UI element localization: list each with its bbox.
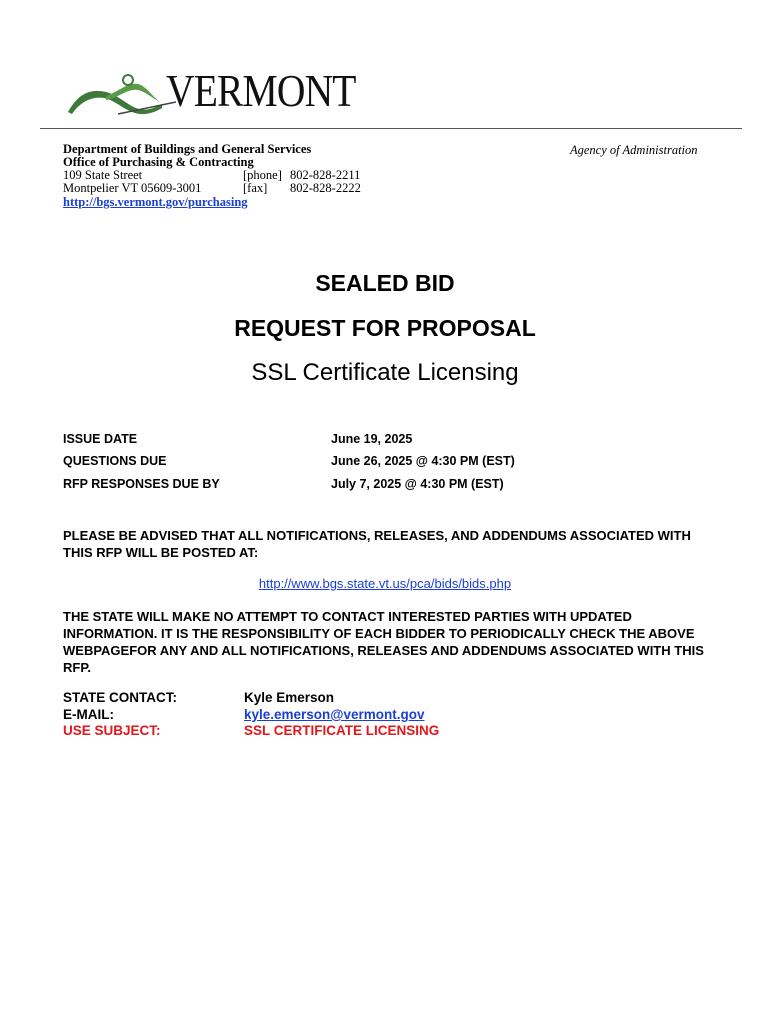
subject-label: USE SUBJECT:	[63, 723, 161, 738]
phone-label: [phone]	[243, 168, 282, 182]
title-subject: SSL Certificate Licensing	[251, 359, 519, 386]
state-contact-label: STATE CONTACT:	[63, 690, 177, 705]
responses-due-label: RFP RESPONSES DUE BY	[63, 477, 220, 491]
questions-due-value: June 26, 2025 @ 4:30 PM (EST)	[331, 454, 515, 468]
header-rule	[40, 128, 742, 129]
bids-page-link[interactable]: http://www.bgs.state.vt.us/pca/bids/bids.php	[258, 576, 512, 591]
fax-label: [fax]	[243, 181, 268, 195]
notice-posting: PLEASE BE ADVISED THAT ALL NOTIFICATIONS, RELEASES, AND ADDENDUMS ASSOCIATED WITH THIS RFP WILL BE POSTED AT:	[63, 528, 691, 560]
agency-name: Agency of Administration	[570, 143, 698, 157]
city-address: Montpelier VT 05609-3001	[63, 181, 202, 195]
issue-date-label: ISSUE DATE	[63, 432, 138, 446]
phone-number: 802-828-2211	[290, 168, 361, 182]
subject-value: SSL CERTIFICATE LICENSING	[244, 723, 440, 738]
title-sealed-bid: SEALED BID	[315, 270, 455, 296]
email-link[interactable]: kyle.emerson@vermont.gov	[244, 707, 425, 722]
purchasing-website-link[interactable]: http://bgs.vermont.gov/purchasing	[63, 195, 248, 209]
issue-date-value: June 19, 2025	[331, 432, 413, 446]
email-label: E-MAIL:	[63, 707, 114, 722]
title-rfp: REQUEST FOR PROPOSAL	[234, 315, 536, 341]
notice-responsibility: THE STATE WILL MAKE NO ATTEMPT TO CONTACT INTERESTED PARTIES WITH UPDATED INFORMATION. IT IS THE RESPONSIBILITY OF EACH BIDDER TO PERIODICALLY CHECK THE ABOVE WEBPAGEFOR ANY AND ALL NOTIFICATIONS, RELEASES AND ADDENDUMS ASSOCIATED WITH THIS RFP.	[63, 609, 704, 675]
responses-due-value: July 7, 2025 @ 4:30 PM (EST)	[331, 477, 504, 491]
street-address: 109 State Street	[63, 168, 143, 182]
office-name: Office of Purchasing & Contracting	[63, 155, 254, 169]
state-contact-name: Kyle Emerson	[244, 690, 335, 705]
department-name: Department of Buildings and General Services	[63, 142, 312, 156]
logo-wordmark: VERMONT	[166, 65, 356, 116]
questions-due-label: QUESTIONS DUE	[63, 454, 167, 468]
fax-number: 802-828-2222	[290, 181, 361, 195]
